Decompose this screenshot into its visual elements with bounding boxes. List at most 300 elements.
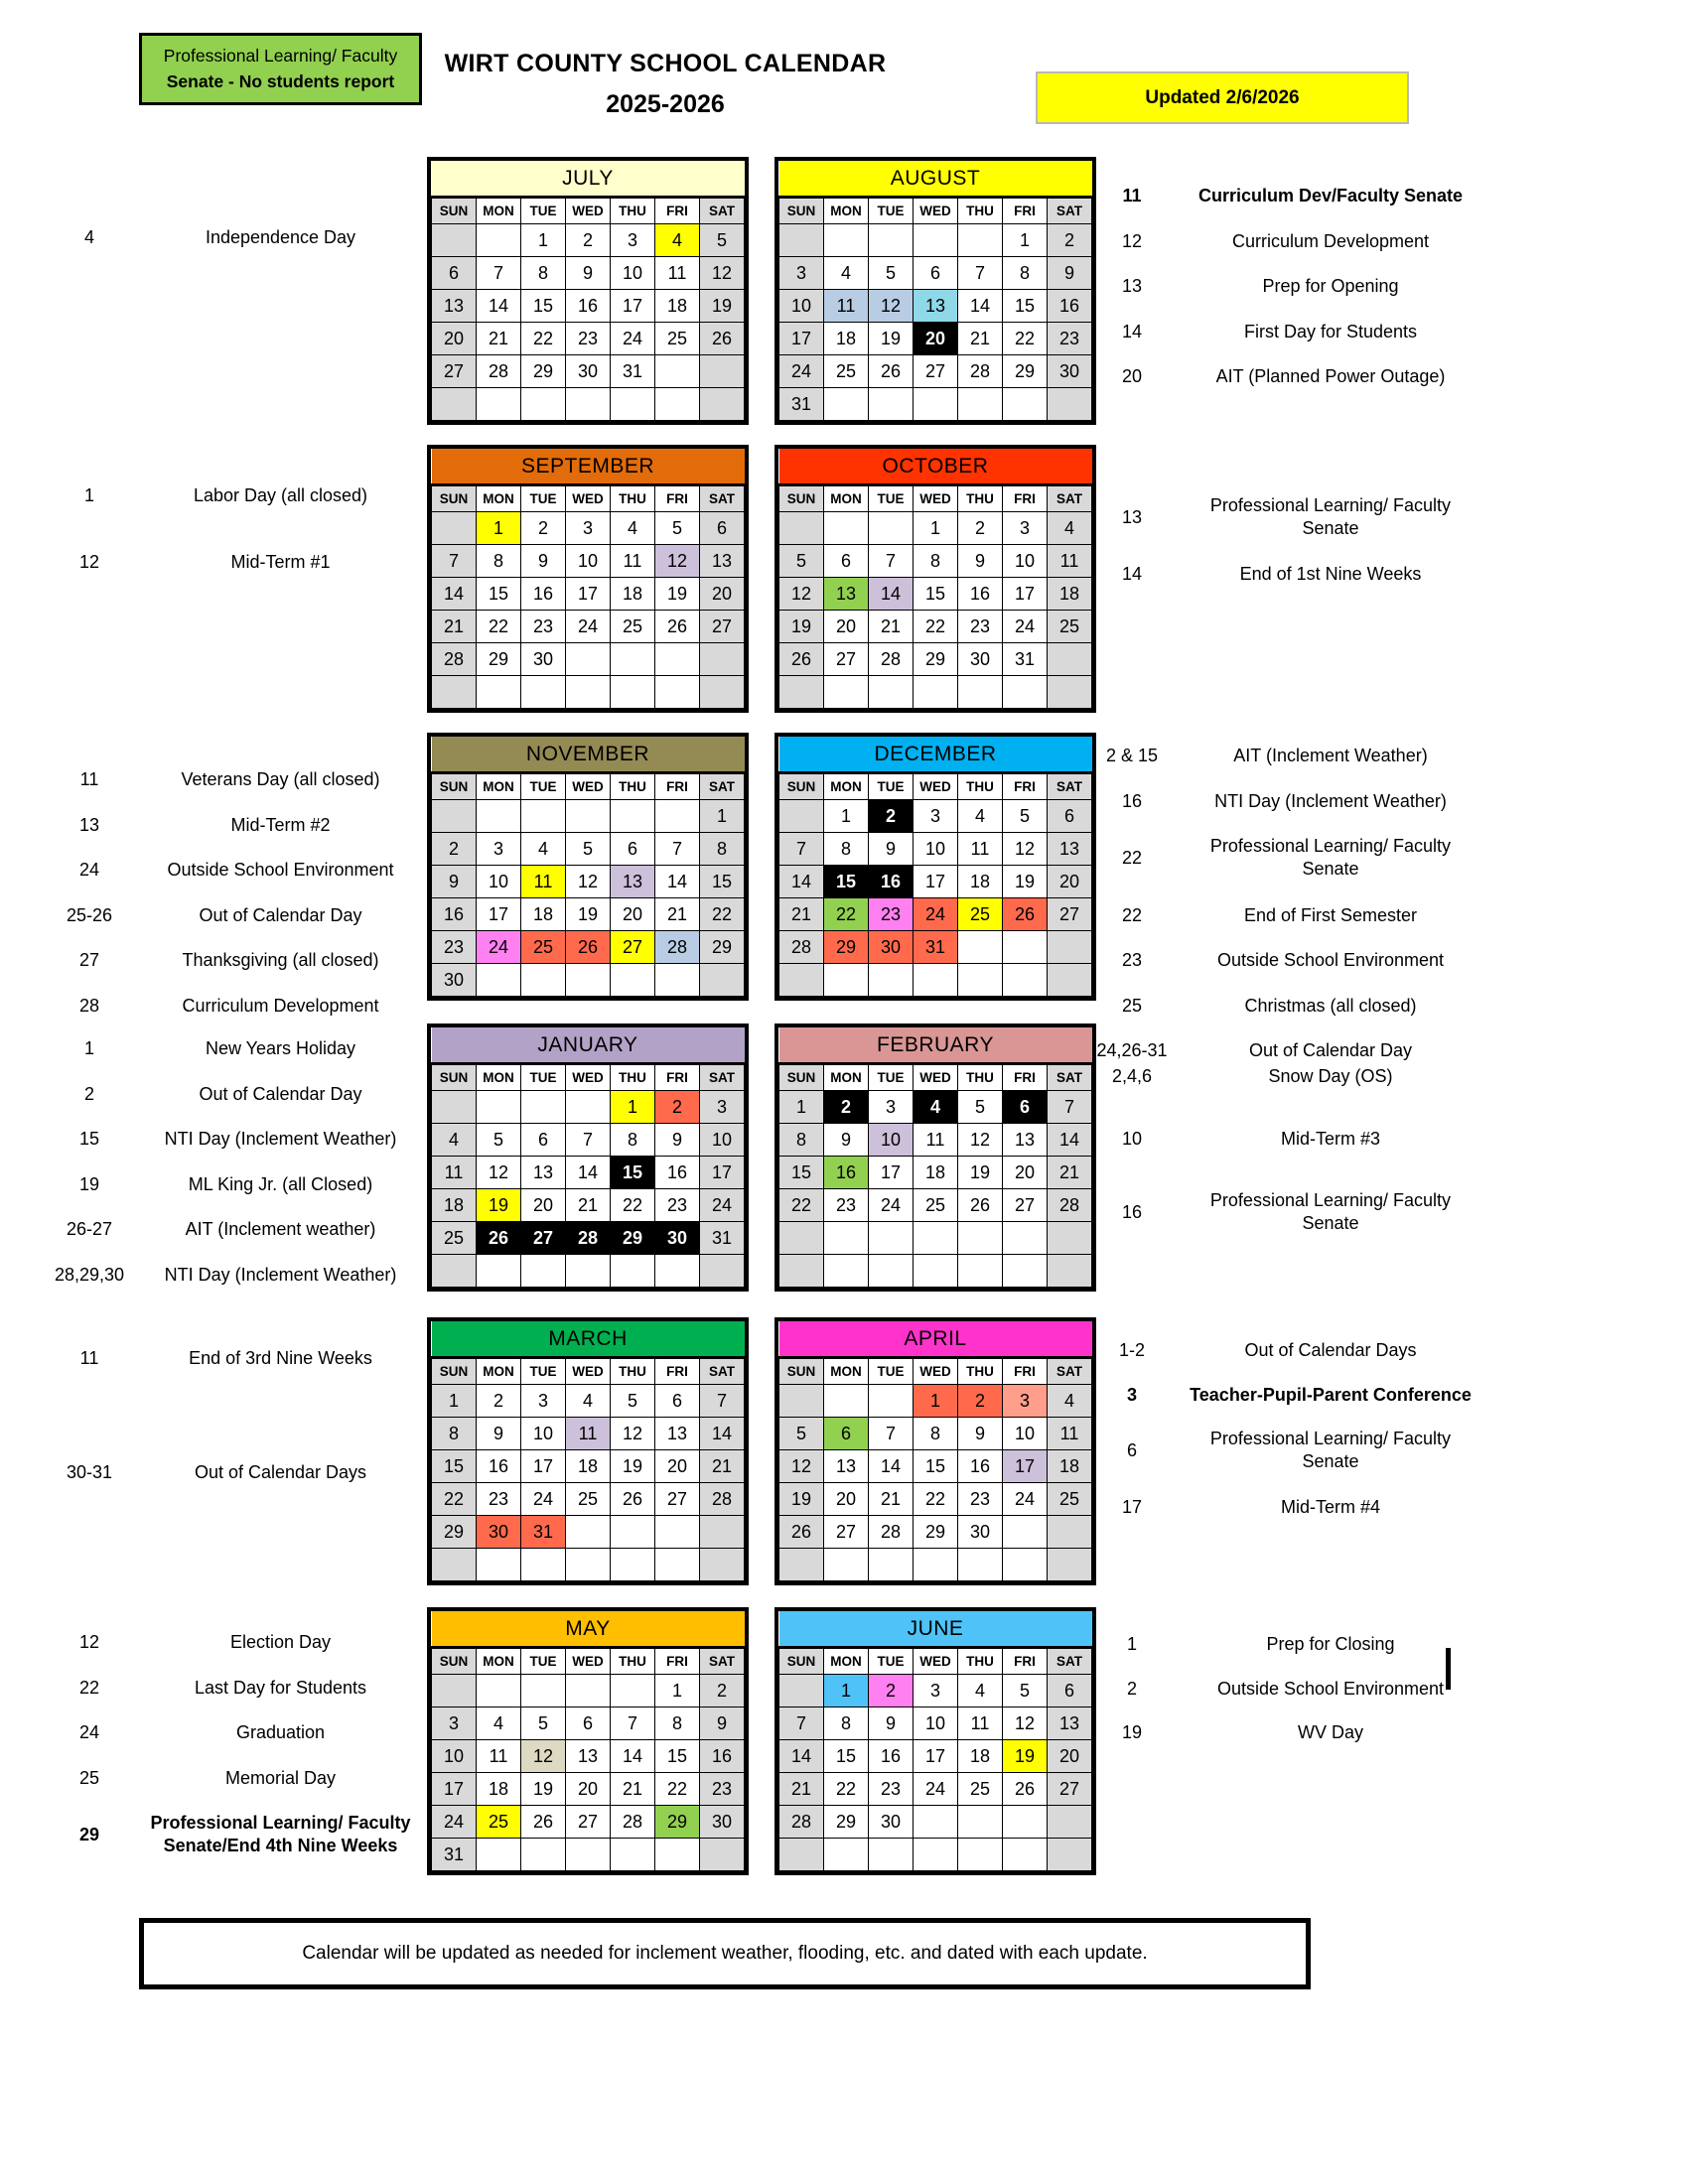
- dow-header-thu: THU: [958, 773, 1003, 800]
- dow-header-sat: SAT: [1048, 198, 1092, 224]
- month-title: JANUARY: [432, 1027, 745, 1064]
- month-title: APRIL: [779, 1321, 1092, 1358]
- day-cell-empty: [655, 800, 700, 833]
- legend-item-label: Mid-Term #4: [1280, 1496, 1381, 1517]
- professional-learning-legend-box: [139, 33, 422, 105]
- calendar-month-september: [427, 445, 749, 713]
- day-cell-empty: [655, 1839, 700, 1871]
- day-cell-empty: [824, 676, 869, 709]
- day-cell-empty: [958, 931, 1003, 964]
- day-cell-empty: [477, 224, 521, 257]
- day-cell-23: 23: [432, 931, 477, 964]
- day-cell-23: 23: [869, 898, 914, 931]
- day-cell-11: 11: [958, 1707, 1003, 1740]
- legend-item: [40, 1677, 422, 1700]
- day-cell-empty: [700, 964, 745, 997]
- day-cell-27: 27: [521, 1222, 566, 1255]
- day-cell-1: 1: [521, 224, 566, 257]
- day-cell-5: 5: [779, 545, 824, 578]
- day-cell-empty: [477, 1675, 521, 1707]
- day-cell-4: 4: [521, 833, 566, 866]
- day-cell-11: 11: [521, 866, 566, 898]
- day-cell-empty: [1003, 1516, 1048, 1549]
- day-cell-23: 23: [1048, 323, 1092, 355]
- day-cell-13: 13: [824, 1450, 869, 1483]
- legend-item-label: Graduation: [235, 1722, 326, 1742]
- day-cell-29: 29: [611, 1222, 655, 1255]
- day-cell-empty: [655, 676, 700, 709]
- day-cell-empty: [566, 388, 611, 421]
- day-cell-empty: [700, 1516, 745, 1549]
- day-cell-30: 30: [477, 1516, 521, 1549]
- day-cell-4: 4: [914, 1091, 958, 1124]
- dow-header-fri: FRI: [655, 1648, 700, 1675]
- day-cell-26: 26: [779, 1516, 824, 1549]
- day-cell-25: 25: [566, 1483, 611, 1516]
- day-cell-empty: [869, 224, 914, 257]
- day-cell-14: 14: [611, 1740, 655, 1773]
- day-cell-4: 4: [824, 257, 869, 290]
- legend-item-label: Prep for Closing: [1266, 1634, 1395, 1654]
- day-cell-empty: [700, 355, 745, 388]
- day-cell-14: 14: [779, 1740, 824, 1773]
- legend-item: [40, 1218, 422, 1241]
- day-cell-14: 14: [779, 866, 824, 898]
- legend-item: [40, 768, 422, 791]
- day-cell-23: 23: [958, 611, 1003, 643]
- legend-item: [1082, 745, 1479, 767]
- day-cell-21: 21: [611, 1773, 655, 1806]
- day-cell-2: 2: [824, 1091, 869, 1124]
- day-cell-empty: [869, 1385, 914, 1418]
- legend-item-label: Out of Calendar Day: [1248, 1040, 1413, 1061]
- day-cell-1: 1: [824, 800, 869, 833]
- day-cell-2: 2: [432, 833, 477, 866]
- day-cell-empty: [477, 388, 521, 421]
- legend-item-date: 17: [1121, 1496, 1143, 1517]
- day-cell-13: 13: [914, 290, 958, 323]
- legend-item-date: 2,4,6: [1111, 1066, 1153, 1086]
- calendar-month-november: [427, 733, 749, 1001]
- day-cell-empty: [779, 512, 824, 545]
- day-cell-26: 26: [477, 1222, 521, 1255]
- day-cell-2: 2: [700, 1675, 745, 1707]
- day-cell-empty: [779, 1222, 824, 1255]
- day-cell-empty: [521, 1839, 566, 1871]
- month-title: FEBRUARY: [779, 1027, 1092, 1064]
- day-cell-26: 26: [700, 323, 745, 355]
- legend-item-label: Professional Learning/ Faculty Senate/End 4th Nine Weeks: [150, 1813, 411, 1856]
- dow-header-thu: THU: [611, 1064, 655, 1091]
- day-cell-20: 20: [655, 1450, 700, 1483]
- day-cell-21: 21: [779, 898, 824, 931]
- legend-item: [1082, 494, 1479, 541]
- day-cell-3: 3: [611, 224, 655, 257]
- day-cell-12: 12: [869, 290, 914, 323]
- day-cell-15: 15: [914, 1450, 958, 1483]
- day-cell-25: 25: [521, 931, 566, 964]
- day-cell-empty: [655, 643, 700, 676]
- legend-item-date: 25-26: [66, 904, 113, 925]
- day-cell-1: 1: [655, 1675, 700, 1707]
- legend-item: [1082, 1339, 1479, 1362]
- legend-item-date: 4: [83, 227, 94, 247]
- day-cell-empty: [1048, 1806, 1092, 1839]
- day-cell-21: 21: [477, 323, 521, 355]
- day-cell-17: 17: [432, 1773, 477, 1806]
- day-cell-4: 4: [432, 1124, 477, 1157]
- day-cell-7: 7: [869, 1418, 914, 1450]
- legend-item-label: ML King Jr. (all Closed): [188, 1173, 373, 1194]
- day-cell-15: 15: [700, 866, 745, 898]
- dow-header-mon: MON: [477, 1064, 521, 1091]
- day-cell-22: 22: [824, 1773, 869, 1806]
- legend-item: [1082, 230, 1479, 253]
- month-title: JUNE: [779, 1611, 1092, 1648]
- legend-item-label: Curriculum Development: [182, 995, 379, 1016]
- day-cell-11: 11: [432, 1157, 477, 1189]
- day-cell-25: 25: [958, 1773, 1003, 1806]
- day-cell-23: 23: [477, 1483, 521, 1516]
- dow-header-sat: SAT: [700, 1648, 745, 1675]
- day-cell-19: 19: [655, 578, 700, 611]
- legend-item-label: Memorial Day: [224, 1767, 337, 1788]
- day-cell-8: 8: [611, 1124, 655, 1157]
- day-cell-25: 25: [655, 323, 700, 355]
- day-cell-20: 20: [700, 578, 745, 611]
- legend-item: [40, 859, 422, 882]
- day-cell-22: 22: [477, 611, 521, 643]
- day-cell-empty: [477, 676, 521, 709]
- day-cell-17: 17: [869, 1157, 914, 1189]
- day-cell-10: 10: [869, 1124, 914, 1157]
- legend-item-date: 10: [1121, 1128, 1143, 1149]
- day-cell-empty: [958, 964, 1003, 997]
- day-cell-7: 7: [566, 1124, 611, 1157]
- dow-header-tue: TUE: [521, 198, 566, 224]
- day-cell-5: 5: [958, 1091, 1003, 1124]
- legend-item-date: 28,29,30: [54, 1264, 125, 1285]
- dow-header-thu: THU: [611, 1648, 655, 1675]
- day-cell-7: 7: [958, 257, 1003, 290]
- day-cell-empty: [958, 1222, 1003, 1255]
- day-cell-empty: [566, 676, 611, 709]
- day-cell-26: 26: [958, 1189, 1003, 1222]
- dow-header-sun: SUN: [779, 485, 824, 512]
- day-cell-empty: [521, 1549, 566, 1581]
- day-cell-14: 14: [655, 866, 700, 898]
- day-cell-27: 27: [1003, 1189, 1048, 1222]
- day-cell-25: 25: [611, 611, 655, 643]
- day-cell-2: 2: [958, 512, 1003, 545]
- day-cell-1: 1: [914, 512, 958, 545]
- day-cell-16: 16: [869, 866, 914, 898]
- footer-note: Calendar will be updated as needed for inclement weather, flooding, etc. and dated with each update.: [139, 1918, 1311, 1989]
- day-cell-18: 18: [432, 1189, 477, 1222]
- day-cell-empty: [611, 1516, 655, 1549]
- legend-item-date: 22: [1121, 904, 1143, 925]
- calendar-month-march: [427, 1317, 749, 1585]
- legend-item: [40, 1037, 422, 1060]
- day-cell-9: 9: [566, 257, 611, 290]
- legend-item-label: New Years Holiday: [205, 1038, 356, 1058]
- day-cell-2: 2: [958, 1385, 1003, 1418]
- dow-header-tue: TUE: [869, 773, 914, 800]
- day-cell-23: 23: [824, 1189, 869, 1222]
- legend-item-date: 25: [78, 1767, 100, 1788]
- legend-item-date: 22: [78, 1677, 100, 1698]
- day-cell-30: 30: [958, 643, 1003, 676]
- dow-header-fri: FRI: [1003, 773, 1048, 800]
- legend-item: [40, 949, 422, 972]
- day-cell-3: 3: [566, 512, 611, 545]
- day-cell-12: 12: [655, 545, 700, 578]
- day-cell-6: 6: [611, 833, 655, 866]
- day-cell-16: 16: [1048, 290, 1092, 323]
- dow-header-tue: TUE: [521, 485, 566, 512]
- day-cell-22: 22: [914, 1483, 958, 1516]
- day-cell-11: 11: [1048, 1418, 1092, 1450]
- day-cell-31: 31: [1003, 643, 1048, 676]
- day-cell-12: 12: [1003, 833, 1048, 866]
- day-cell-empty: [655, 1255, 700, 1288]
- day-cell-6: 6: [655, 1385, 700, 1418]
- day-cell-30: 30: [432, 964, 477, 997]
- day-cell-empty: [1048, 1516, 1092, 1549]
- updated-badge: Updated 2/6/2026: [1036, 71, 1409, 124]
- calendar-month-august: [774, 157, 1096, 425]
- day-cell-29: 29: [914, 643, 958, 676]
- day-cell-11: 11: [566, 1418, 611, 1450]
- day-cell-24: 24: [521, 1483, 566, 1516]
- day-cell-4: 4: [1048, 1385, 1092, 1418]
- legend-item-label: WV Day: [1297, 1722, 1363, 1742]
- day-cell-empty: [914, 1255, 958, 1288]
- day-cell-empty: [869, 1839, 914, 1871]
- legend-item-date: 20: [1121, 366, 1143, 386]
- legend-item-date: 13: [78, 814, 100, 835]
- day-cell-7: 7: [611, 1707, 655, 1740]
- day-cell-30: 30: [700, 1806, 745, 1839]
- legend-item-date: 24: [78, 1722, 100, 1742]
- legend-item: [1082, 1633, 1479, 1656]
- day-cell-29: 29: [432, 1516, 477, 1549]
- day-cell-empty: [566, 1675, 611, 1707]
- day-cell-22: 22: [1003, 323, 1048, 355]
- day-cell-9: 9: [432, 866, 477, 898]
- legend-item-date: 11: [79, 1348, 99, 1368]
- day-cell-13: 13: [1048, 833, 1092, 866]
- day-cell-empty: [1003, 1839, 1048, 1871]
- day-cell-empty: [914, 224, 958, 257]
- dow-header-sun: SUN: [779, 1648, 824, 1675]
- day-cell-empty: [521, 676, 566, 709]
- day-cell-empty: [432, 388, 477, 421]
- dow-header-sun: SUN: [779, 773, 824, 800]
- day-cell-20: 20: [824, 1483, 869, 1516]
- day-cell-14: 14: [1048, 1124, 1092, 1157]
- day-cell-15: 15: [432, 1450, 477, 1483]
- day-cell-13: 13: [1048, 1707, 1092, 1740]
- day-cell-21: 21: [869, 1483, 914, 1516]
- day-cell-17: 17: [700, 1157, 745, 1189]
- day-cell-20: 20: [521, 1189, 566, 1222]
- day-cell-21: 21: [700, 1450, 745, 1483]
- legend-item-date: 13: [1121, 507, 1143, 528]
- day-cell-28: 28: [477, 355, 521, 388]
- legend-february: [1082, 1016, 1479, 1236]
- day-cell-1: 1: [824, 1675, 869, 1707]
- day-cell-12: 12: [521, 1740, 566, 1773]
- legend-item: [1082, 904, 1479, 927]
- day-cell-28: 28: [869, 643, 914, 676]
- legend-item-label: Outside School Environment: [1216, 1678, 1445, 1699]
- day-cell-4: 4: [477, 1707, 521, 1740]
- day-cell-8: 8: [914, 1418, 958, 1450]
- day-cell-29: 29: [914, 1516, 958, 1549]
- legend-november: [40, 725, 422, 1017]
- legend-item-date: 2: [1126, 1678, 1137, 1699]
- day-cell-3: 3: [432, 1707, 477, 1740]
- legend-item-label: Election Day: [229, 1632, 332, 1652]
- day-cell-empty: [611, 643, 655, 676]
- day-cell-12: 12: [1003, 1707, 1048, 1740]
- day-cell-26: 26: [1003, 898, 1048, 931]
- day-cell-empty: [477, 1255, 521, 1288]
- day-cell-12: 12: [477, 1157, 521, 1189]
- day-cell-8: 8: [432, 1418, 477, 1450]
- legend-item-label: Labor Day (all closed): [193, 485, 368, 505]
- day-cell-empty: [1048, 676, 1092, 709]
- legend-item-label: Prep for Opening: [1262, 276, 1399, 296]
- legend-item: [40, 551, 422, 574]
- day-cell-10: 10: [914, 833, 958, 866]
- day-cell-15: 15: [611, 1157, 655, 1189]
- day-cell-17: 17: [1003, 578, 1048, 611]
- day-cell-1: 1: [432, 1385, 477, 1418]
- legend-item-date: 14: [1121, 563, 1143, 584]
- month-title: OCTOBER: [779, 449, 1092, 485]
- dow-header-thu: THU: [958, 1358, 1003, 1385]
- day-cell-28: 28: [779, 931, 824, 964]
- day-cell-22: 22: [824, 898, 869, 931]
- day-cell-empty: [1003, 1549, 1048, 1581]
- legend-item-label: Professional Learning/ Faculty Senate: [1209, 1190, 1452, 1234]
- calendar-title: WIRT COUNTY SCHOOL CALENDAR: [444, 50, 887, 77]
- dow-header-wed: WED: [566, 1064, 611, 1091]
- day-cell-3: 3: [700, 1091, 745, 1124]
- legend-item: [1082, 1496, 1479, 1519]
- day-cell-29: 29: [521, 355, 566, 388]
- day-cell-empty: [566, 964, 611, 997]
- legend-item-date: 16: [1121, 1202, 1143, 1223]
- day-cell-26: 26: [779, 643, 824, 676]
- dow-header-fri: FRI: [655, 485, 700, 512]
- dow-header-mon: MON: [477, 485, 521, 512]
- day-cell-empty: [869, 1255, 914, 1288]
- legend-item: [1082, 365, 1479, 388]
- day-cell-26: 26: [1003, 1773, 1048, 1806]
- legend-december: [1082, 725, 1479, 1062]
- dow-header-thu: THU: [611, 198, 655, 224]
- day-cell-31: 31: [700, 1222, 745, 1255]
- day-cell-empty: [779, 1385, 824, 1418]
- day-cell-28: 28: [779, 1806, 824, 1839]
- legend-item: [40, 1461, 422, 1484]
- dow-header-mon: MON: [824, 1358, 869, 1385]
- month-title: SEPTEMBER: [432, 449, 745, 485]
- day-cell-empty: [566, 643, 611, 676]
- day-cell-empty: [611, 676, 655, 709]
- day-cell-29: 29: [655, 1806, 700, 1839]
- day-cell-16: 16: [824, 1157, 869, 1189]
- legend-september: [40, 437, 422, 573]
- day-cell-empty: [869, 388, 914, 421]
- day-cell-27: 27: [566, 1806, 611, 1839]
- legend-item-date: 30-31: [66, 1461, 113, 1482]
- day-cell-24: 24: [914, 1773, 958, 1806]
- dow-header-sat: SAT: [700, 1358, 745, 1385]
- day-cell-empty: [566, 1255, 611, 1288]
- day-cell-10: 10: [1003, 545, 1048, 578]
- legend-item-label: Teacher-Pupil-Parent Conference: [1190, 1384, 1472, 1405]
- day-cell-empty: [824, 224, 869, 257]
- legend-item-label: Curriculum Development: [1231, 230, 1430, 251]
- day-cell-10: 10: [611, 257, 655, 290]
- dow-header-tue: TUE: [869, 1358, 914, 1385]
- day-cell-20: 20: [566, 1773, 611, 1806]
- day-cell-empty: [824, 512, 869, 545]
- day-cell-empty: [700, 1839, 745, 1871]
- legend-item: [1082, 321, 1479, 343]
- legend-item: [1082, 1678, 1479, 1701]
- day-cell-2: 2: [869, 800, 914, 833]
- day-cell-10: 10: [700, 1124, 745, 1157]
- day-cell-19: 19: [1003, 1740, 1048, 1773]
- day-cell-21: 21: [655, 898, 700, 931]
- day-cell-24: 24: [477, 931, 521, 964]
- day-cell-29: 29: [824, 931, 869, 964]
- day-cell-20: 20: [1048, 866, 1092, 898]
- legend-item-label: Last Day for Students: [194, 1677, 367, 1698]
- legend-item-date: 26-27: [66, 1219, 113, 1239]
- day-cell-empty: [432, 1091, 477, 1124]
- day-cell-16: 16: [432, 898, 477, 931]
- day-cell-20: 20: [432, 323, 477, 355]
- day-cell-empty: [1048, 1839, 1092, 1871]
- day-cell-3: 3: [869, 1091, 914, 1124]
- day-cell-11: 11: [1048, 545, 1092, 578]
- legend-item-date: 2 & 15: [1105, 746, 1159, 765]
- dow-header-wed: WED: [566, 1648, 611, 1675]
- legend-item: [1082, 949, 1479, 972]
- legend-item-date: 24: [78, 860, 100, 880]
- day-cell-16: 16: [958, 578, 1003, 611]
- dow-header-thu: THU: [611, 485, 655, 512]
- day-cell-15: 15: [824, 1740, 869, 1773]
- day-cell-10: 10: [477, 866, 521, 898]
- day-cell-empty: [477, 1091, 521, 1124]
- day-cell-empty: [611, 1255, 655, 1288]
- day-cell-1: 1: [700, 800, 745, 833]
- day-cell-29: 29: [477, 643, 521, 676]
- day-cell-22: 22: [521, 323, 566, 355]
- dow-header-mon: MON: [477, 198, 521, 224]
- legend-item-date: 13: [1121, 276, 1143, 296]
- legend-item-label: Curriculum Dev/Faculty Senate: [1197, 186, 1464, 205]
- day-cell-2: 2: [655, 1091, 700, 1124]
- legend-june: [1082, 1595, 1479, 1744]
